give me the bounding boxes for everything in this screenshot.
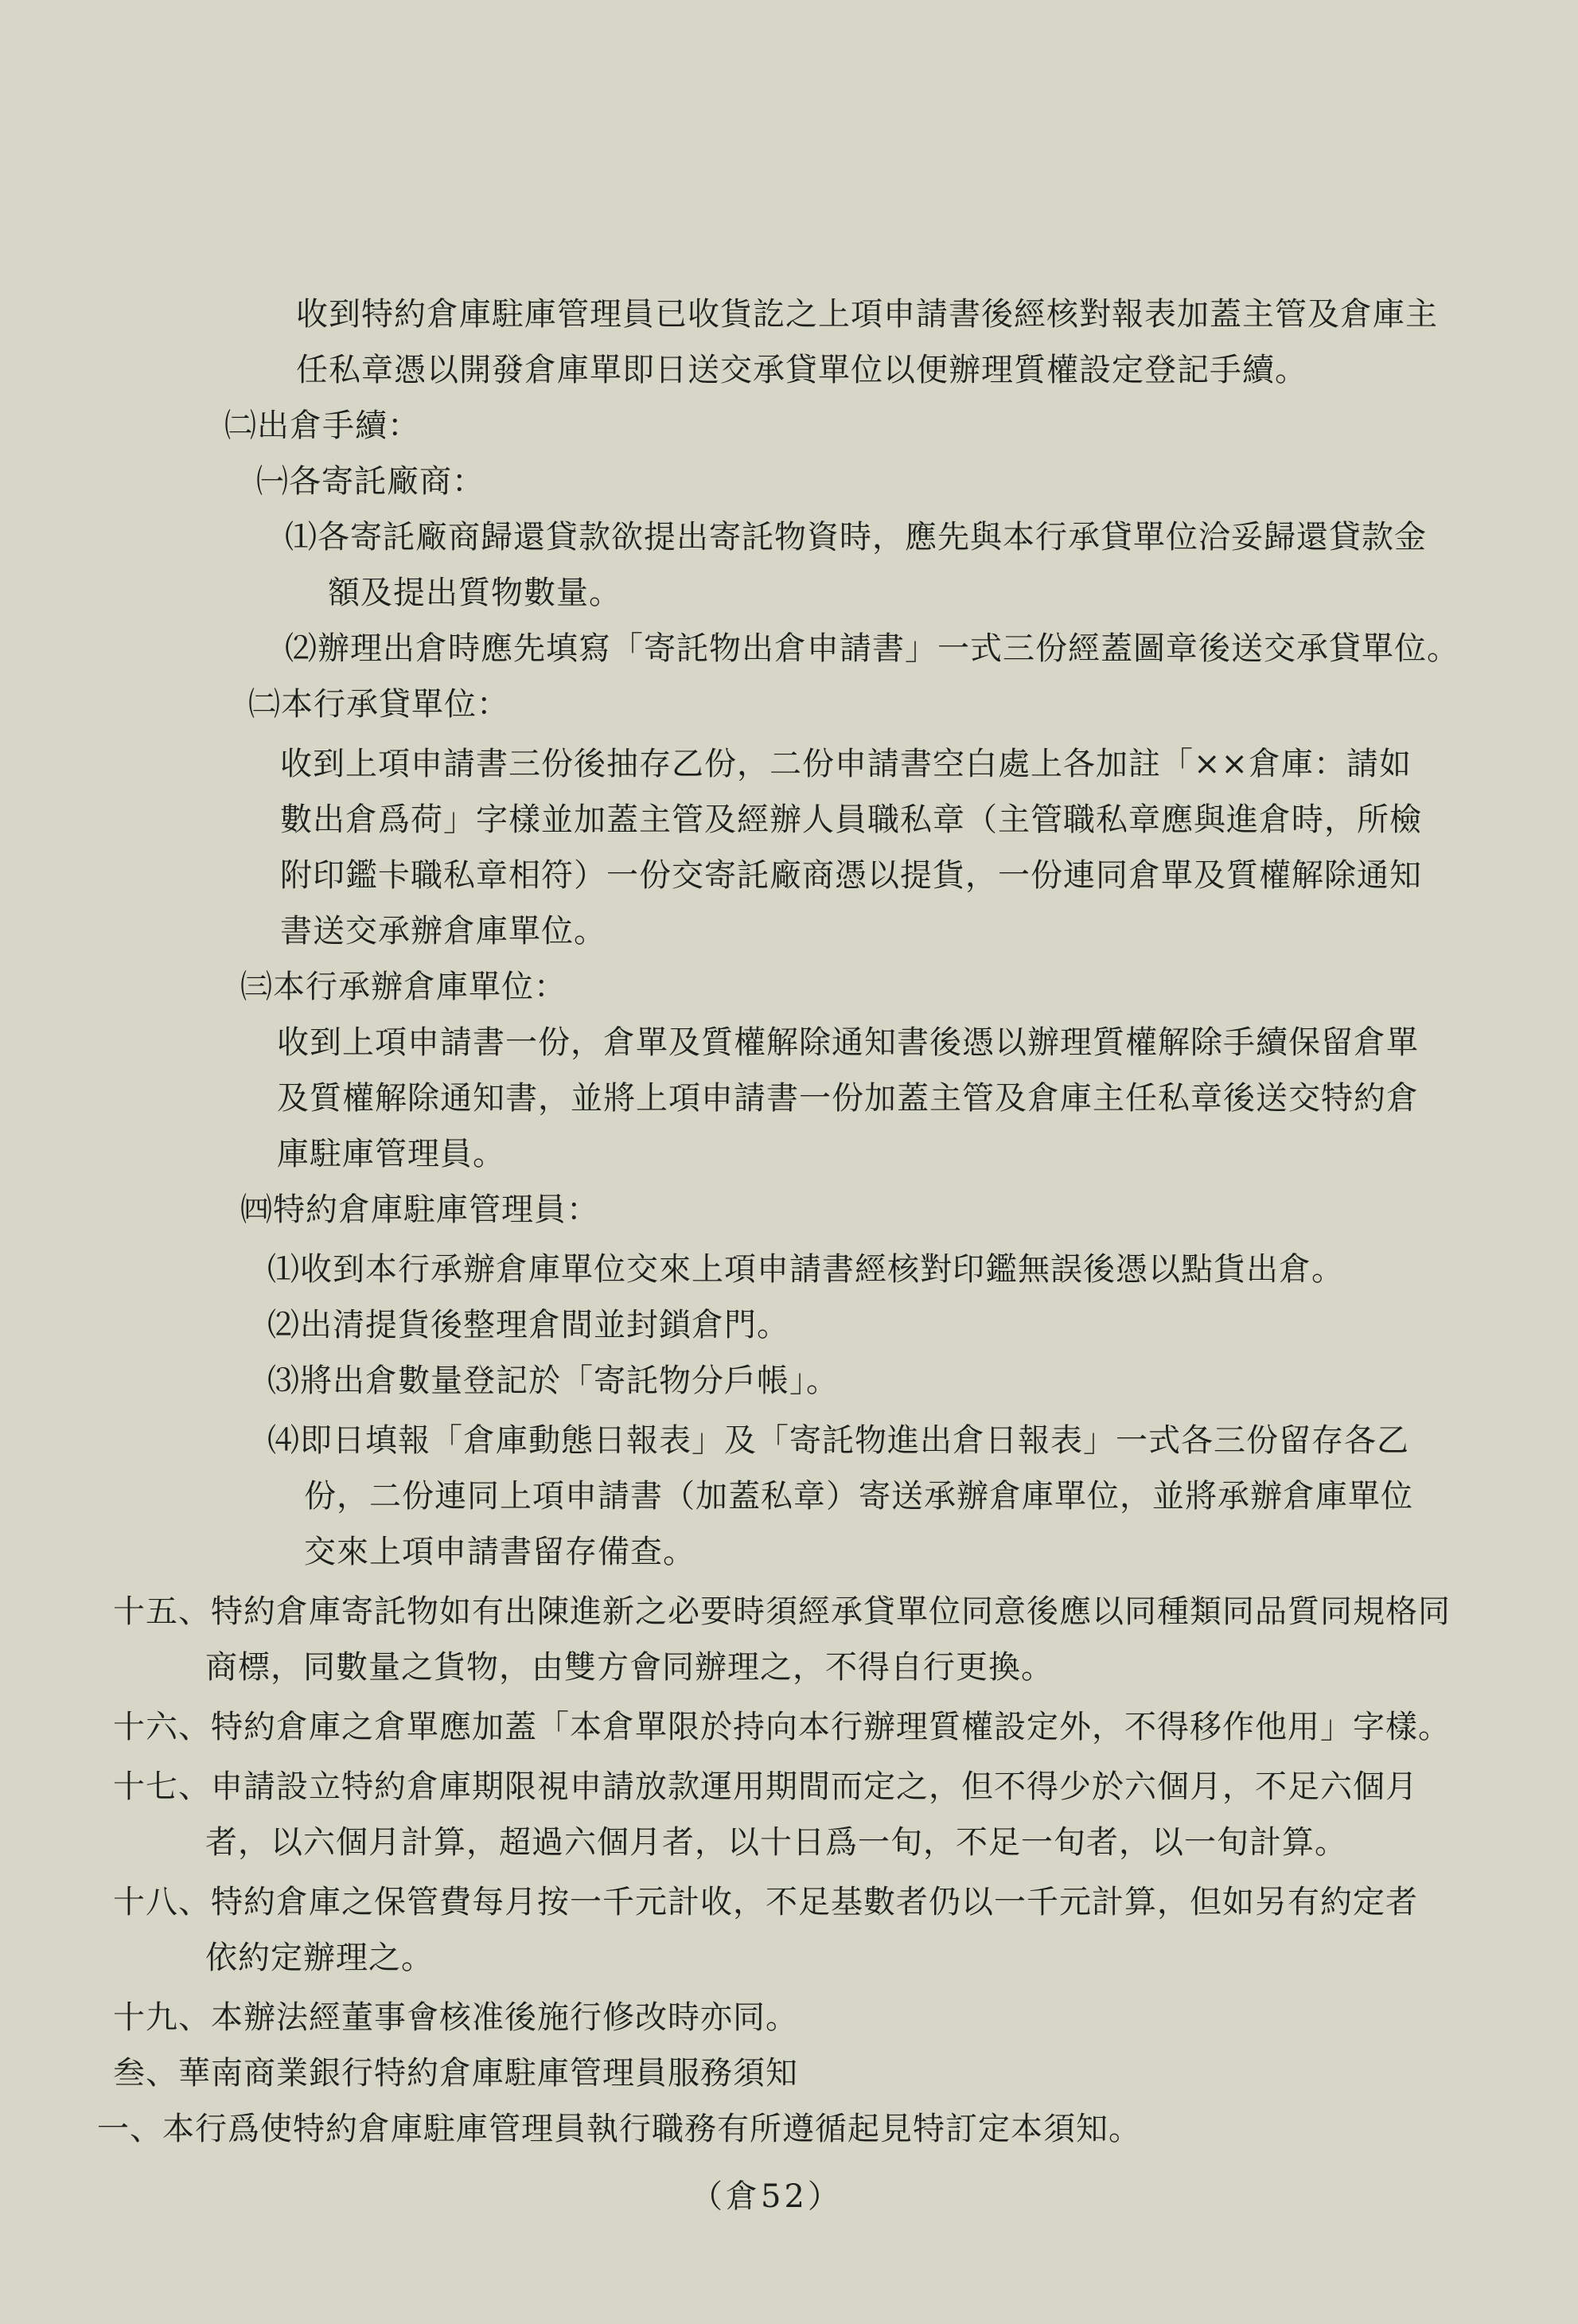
article-line: 十六、特約倉庫之倉單應加蓋「本倉單限於持向本行辦理質權設定外，不得移作他用」字樣。 [113,1709,1451,1745]
page-number: （倉52） [691,2178,843,2215]
text-line: ⑵辦理出倉時應先填寫「寄託物出倉申請書」一式三份經蓋圖章後送交承貸單位。 [285,630,1459,667]
text-line: 庫駐庫管理員。 [277,1136,505,1172]
text-line: 收到上項申請書一份，倉單及質權解除通知書後憑以辦理質權解除手續保留倉單 [277,1024,1419,1061]
text-line: ⑷即日填報「倉庫動態日報表」及「寄託物進出倉日報表」一式各三份留存各乙 [267,1422,1409,1459]
subsection-heading: ㈢本行承辦倉庫單位： [240,969,567,1005]
text-line: 收到上項申請書三份後抽存乙份，二份申請書空白處上各加註「××倉庫：請如 [280,746,1412,782]
subsection-heading: ㈣特約倉庫駐庫管理員： [240,1191,599,1228]
text-line: 任私章憑以開發倉庫單即日送交承貸單位以便辦理質權設定登記手續。 [296,352,1307,388]
subsection-heading: ㈡本行承貸單位： [248,686,509,723]
text-line: 份，二份連同上項申請書（加蓋私章）寄送承辦倉庫單位，並將承辦倉庫單位 [304,1478,1413,1515]
text-line: ⑶將出倉數量登記於「寄託物分戶帳」。 [267,1363,839,1399]
chapter-heading: 叁、華南商業銀行特約倉庫駐庫管理員服務須知 [113,2055,798,2092]
text-line: 商標，同數量之貨物，由雙方會同辦理之，不得自行更換。 [205,1649,1054,1686]
text-line: 附印鑑卡職私章相符）一份交寄託廠商憑以提貨，一份連同倉單及質權解除通知 [280,857,1422,894]
text-line: ⑴收到本行承辦倉庫單位交來上項申請書經核對印鑑無誤後憑以點貨出倉。 [267,1251,1344,1288]
article-line: 十九、本辦法經董事會核准後施行修改時亦同。 [113,1999,798,2036]
text-line: 收到特約倉庫駐庫管理員已收貨訖之上項申請書後經核對報表加蓋主管及倉庫主 [296,296,1438,333]
article-line: 十八、特約倉庫之保管費每月按一千元計收，不足基數者仍以一千元計算，但如另有約定者 [113,1884,1418,1920]
article-line: 一、本行爲使特約倉庫駐庫管理員執行職務有所遵循起見特訂定本須知。 [97,2111,1141,2147]
text-line: 交來上項申請書留存備查。 [304,1534,695,1570]
subsection-heading: ㈠各寄託廠商： [256,463,485,500]
text-line: ⑴各寄託廠商歸還貸款欲提出寄託物資時，應先與本行承貸單位洽妥歸還貸款金 [285,519,1427,556]
article-line: 十七、申請設立特約倉庫期限視申請放款運用期間而定之，但不得少於六個月，不足六個月 [113,1768,1418,1805]
text-line: 依約定辦理之。 [205,1940,434,1976]
article-line: 十五、特約倉庫寄託物如有出陳進新之必要時須經承貸單位同意後應以同種類同品質同規格同 [113,1593,1451,1630]
text-line: 數出倉爲荷」字樣並加蓋主管及經辦人員職私章（主管職私章應與進倉時，所檢 [280,801,1422,838]
text-line: 書送交承辦倉庫單位。 [280,913,606,949]
text-line: 額及提出質物數量。 [328,575,621,611]
text-line: 及質權解除通知書，並將上項申請書一份加蓋主管及倉庫主任私章後送交特約倉 [277,1080,1419,1117]
section-heading: ㈡出倉手續： [224,407,420,444]
text-line: ⑵出清提貨後整理倉間並封鎖倉門。 [267,1307,789,1343]
text-line: 者，以六個月計算，超過六個月者，以十日爲一旬，不足一旬者，以一旬計算。 [205,1824,1347,1861]
